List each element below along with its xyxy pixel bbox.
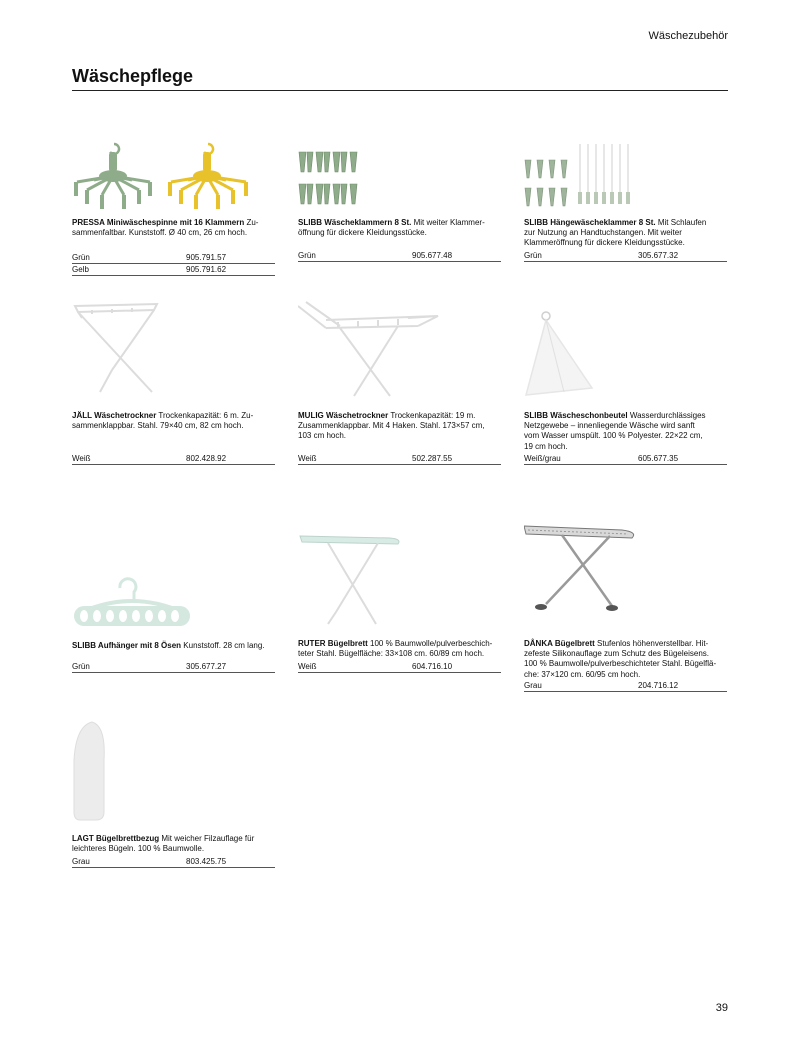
product-text: Trockenkapazität: 19 m. Zusammenklappbar. Mit 4 Haken. Stahl. 173×57 cm, 103 cm hoch. — [298, 411, 485, 441]
product-name: SLIBB Wäscheklammern 8 St. — [298, 218, 412, 227]
page-title: Wäschepflege — [72, 66, 194, 86]
variant-color: Grün — [524, 251, 542, 260]
product-text: Wasserdurchlässiges Netzgewebe – innenliegende Wäsche wird sanft vom Wasser umspült. 100 % Polyester. 22×22 cm, 19 cm hoch. — [524, 411, 706, 451]
article-number: 305.677.32 — [638, 251, 679, 260]
variant-row — [524, 453, 727, 465]
variant-row — [72, 661, 275, 673]
product-description — [298, 639, 501, 659]
ironing-board-ruter-image — [298, 526, 408, 631]
article-number: 605.677.35 — [638, 454, 679, 463]
product-text: Mit weiter Klammer- öffnung für dickere Kleidungsstücke. — [298, 218, 485, 238]
article-number: 905.791.57 — [186, 253, 227, 262]
variant-row — [72, 252, 275, 264]
article-number: 604.716.10 — [412, 662, 453, 671]
product-description — [524, 639, 727, 680]
product-text: Mit weicher Filzauflage für leichteres Bügeln. 100 % Baumwolle. — [72, 834, 255, 854]
product-description — [72, 834, 275, 854]
product-name: JÄLL Wäschetrockner — [72, 411, 157, 420]
product-name: DÅNKA Bügelbrett — [524, 639, 595, 648]
product-description — [524, 411, 727, 452]
product-description — [72, 641, 275, 651]
ironing-board-daenka-image — [524, 522, 639, 617]
variant-color: Grau — [72, 857, 90, 866]
hanger-8-rings-image — [72, 570, 192, 630]
clothespins-image — [298, 144, 368, 216]
product-text: Trockenkapazität: 6 m. Zu- sammenklappbar. Stahl. 79×40 cm, 82 cm hoch. — [72, 411, 254, 431]
product-name: PRESSA Miniwäschespinne mit 16 Klammern — [72, 218, 245, 227]
variant-row — [298, 250, 501, 262]
article-number: 502.287.55 — [412, 454, 453, 463]
variant-color: Weiß — [72, 454, 91, 463]
variant-color: Grün — [72, 662, 90, 671]
variant-row — [72, 264, 275, 276]
drying-rack-jaell-image — [72, 300, 172, 395]
page-number: 39 — [715, 1002, 728, 1014]
pressa-yellow — [168, 144, 248, 209]
product-name: LAGT Bügelbrettbezug — [72, 834, 160, 843]
product-text: 100 % Baumwolle/pulverbeschich- teter Stahl. Bügelfläche: 33×108 cm. 60/89 cm hoch. — [298, 639, 493, 659]
product-name: RUTER Bügelbrett — [298, 639, 368, 648]
pressa-image — [72, 140, 262, 212]
variant-row — [524, 680, 727, 692]
variant-color: Weiß/grau — [524, 454, 561, 463]
product-text: Zu- sammenfaltbar. Kunststoff. Ø 40 cm, 26 cm hoch. — [72, 218, 259, 238]
variant-color: Grün — [72, 253, 90, 262]
product-description — [524, 218, 727, 249]
variant-color: Grau — [524, 681, 542, 690]
article-number: 905.791.62 — [186, 265, 227, 274]
variant-row — [298, 453, 501, 465]
hanging-clothespins-image — [524, 142, 634, 214]
product-name: SLIBB Wäscheschonbeutel — [524, 411, 628, 420]
variant-row — [72, 453, 275, 465]
article-number: 305.677.27 — [186, 662, 227, 671]
laundry-bag-image — [524, 310, 599, 405]
product-text: Stufenlos höhenverstellbar. Hit- zefeste Silikonauflage zum Schutz des Bügeleisens. 100 % Baumwolle/pulverbeschichteter Stahl. Bügelflä- che: 37×120 cm. 60/95 cm hoch. — [524, 639, 717, 679]
product-description — [298, 218, 501, 238]
article-number: 802.428.92 — [186, 454, 227, 463]
drying-rack-mulig-image — [298, 300, 443, 400]
product-name: SLIBB Hängewäscheklammer 8 St. — [524, 218, 656, 227]
article-number: 803.425.75 — [186, 857, 227, 866]
variant-color: Weiß — [298, 454, 317, 463]
variant-row — [298, 661, 501, 673]
variant-row — [72, 856, 275, 868]
variant-row — [524, 250, 727, 262]
product-name: SLIBB Aufhänger mit 8 Ösen — [72, 641, 182, 650]
title-divider — [72, 90, 728, 91]
variant-color: Grün — [298, 251, 316, 260]
product-name: MULIG Wäschetrockner — [298, 411, 389, 420]
article-number: 204.716.12 — [638, 681, 679, 690]
section-label: Wäschezubehör — [648, 30, 728, 42]
product-text: Kunststoff. 28 cm lang. — [183, 641, 265, 650]
product-text: Mit Schlaufen zur Nutzung an Handtuchstangen. Mit weiter Klammeröffnung für dickere Kleidungsstücke. — [524, 218, 707, 248]
product-description — [72, 218, 275, 238]
product-description — [72, 411, 275, 431]
pressa-green — [74, 144, 152, 209]
article-number: 905.677.48 — [412, 251, 453, 260]
variant-color: Gelb — [72, 265, 89, 274]
variant-color: Weiß — [298, 662, 317, 671]
ironing-board-cover-image — [72, 720, 112, 824]
product-description — [298, 411, 501, 442]
